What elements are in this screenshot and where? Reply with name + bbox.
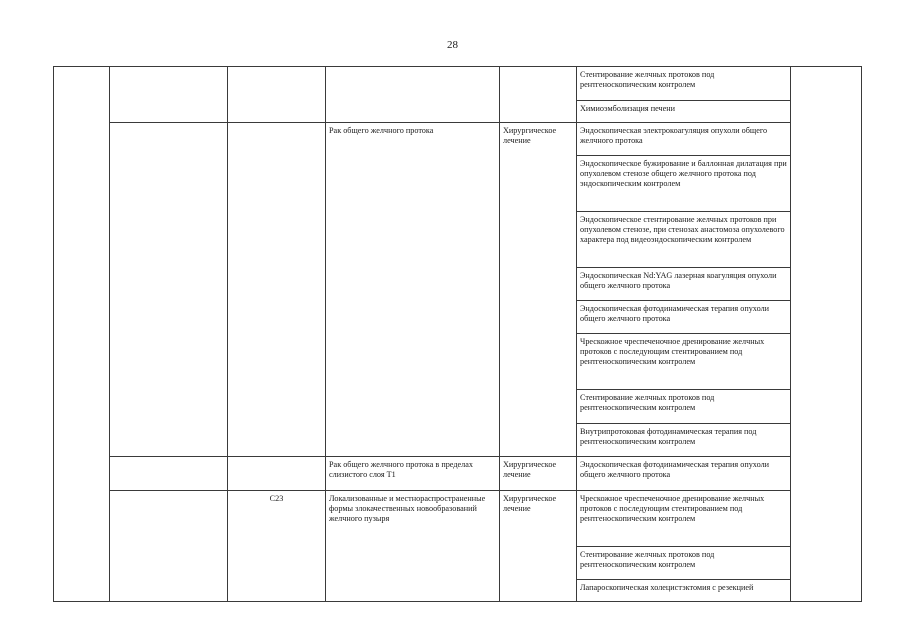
method-cell: Эндоскопическая Nd:YAG лазерная коагуляция опухоли общего желчного протока <box>577 268 791 301</box>
table-row <box>54 67 862 101</box>
treatment-table <box>53 66 862 602</box>
diagnosis-cell <box>326 67 500 123</box>
group-cell-blank <box>110 457 228 491</box>
method-cell: Эндоскопическое бужирование и баллонная дилатация при опухолевом стенозе общего желчного протока под эндоскопическим контролем <box>577 156 791 212</box>
treatment-type-cell: Хирургическое лечение <box>500 491 577 602</box>
page-number: 28 <box>447 39 458 51</box>
method-cell: Стентирование желчных протоков под рентгеноскопическим контролем <box>577 67 791 101</box>
diagnosis-cell: Локализованные и местнораспространенные формы злокачественных новообразований желчного пузыря <box>326 491 500 602</box>
method-cell: Эндоскопическая фотодинамическая терапия опухоли общего желчного протока <box>577 457 791 491</box>
code-cell <box>228 123 326 457</box>
method-cell: Чрескожное чреспеченочное дренирование желчных протоков с последующим стентированием под рентгеноскопическим контролем <box>577 334 791 390</box>
code-cell <box>228 67 326 123</box>
left-margin-cell <box>54 67 110 602</box>
method-cell: Стентирование желчных протоков под рентгеноскопическим контролем <box>577 547 791 580</box>
method-cell: Стентирование желчных протоков под рентгеноскопическим контролем <box>577 390 791 424</box>
group-cell-blank <box>110 67 228 123</box>
extra-cell <box>791 67 862 602</box>
group-cell-blank <box>110 491 228 602</box>
treatment-type-cell: Хирургическое лечение <box>500 123 577 457</box>
method-cell: Химиоэмболизация печени <box>577 101 791 123</box>
method-cell: Эндоскопическое стентирование желчных протоков при опухолевом стенозе, при стенозах анастомоза опухолевого характера под видеоэндоскопическим контролем <box>577 212 791 268</box>
table-row <box>54 491 862 547</box>
code-cell <box>228 457 326 491</box>
treatment-type-cell <box>500 67 577 123</box>
method-cell: Лапароскопическая холецистэктомия с резекцией <box>577 580 791 602</box>
group-cell-blank <box>110 123 228 457</box>
code-cell: С23 <box>228 491 326 602</box>
diagnosis-cell: Рак общего желчного протока <box>326 123 500 457</box>
diagnosis-cell: Рак общего желчного протока в пределах слизистого слоя Т1 <box>326 457 500 491</box>
method-cell: Внутрипротоковая фотодинамическая терапия под рентгеноскопическим контролем <box>577 424 791 457</box>
method-cell: Эндоскопическая фотодинамическая терапия опухоли общего желчного протока <box>577 301 791 334</box>
table-row <box>54 123 862 156</box>
table-row <box>54 457 862 491</box>
treatment-type-cell: Хирургическое лечение <box>500 457 577 491</box>
method-cell: Эндоскопическая электрокоагуляция опухоли общего желчного протока <box>577 123 791 156</box>
method-cell: Чрескожное чреспеченочное дренирование желчных протоков с последующим стентированием под рентгеноскопическим контролем <box>577 491 791 547</box>
